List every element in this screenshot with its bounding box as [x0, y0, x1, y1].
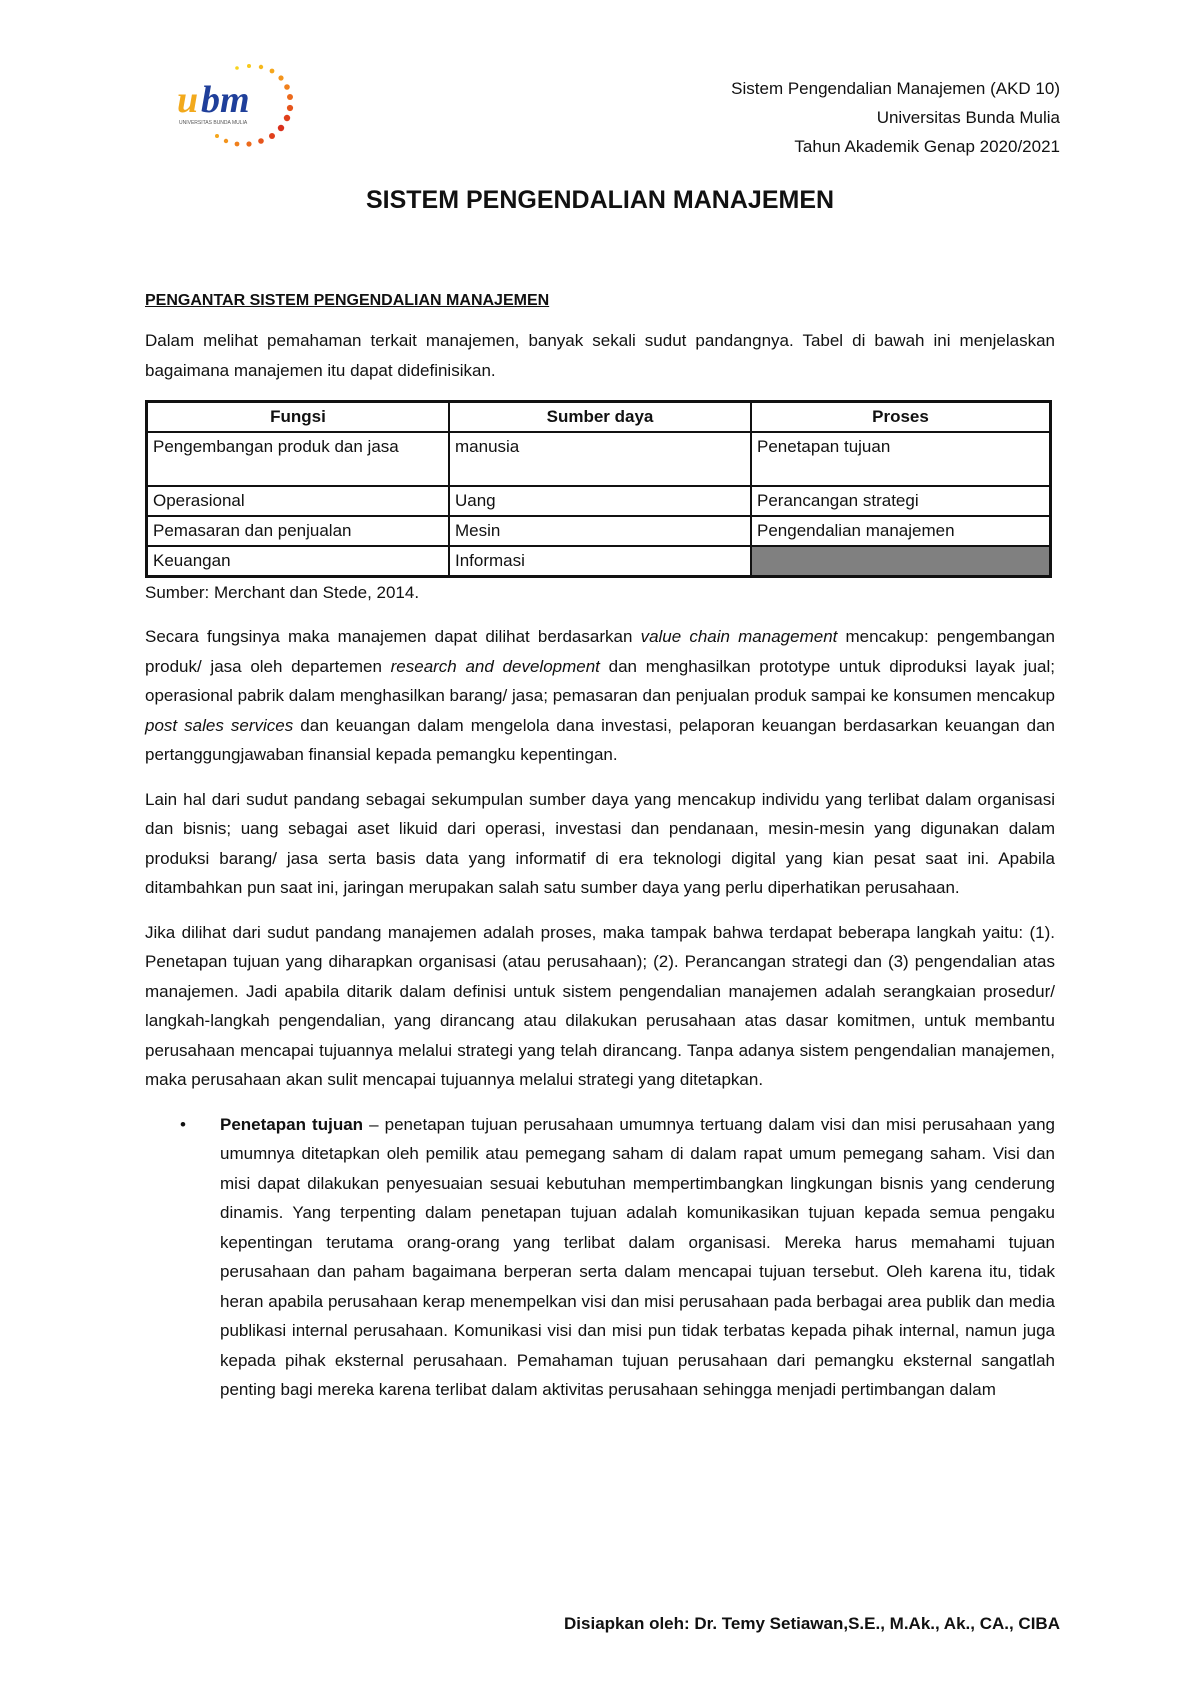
- text-span: Secara fungsinya maka manajemen dapat dilihat berdasarkan: [145, 627, 641, 646]
- logo-subtext: UNIVERSITAS BUNDA MULIA: [179, 120, 248, 126]
- table-row: [147, 432, 1051, 486]
- table-cell: Uang: [449, 486, 751, 516]
- text-span: mencakup: pengembangan produk/ jasa oleh departemen: [145, 627, 1055, 676]
- list-item: [145, 1110, 1055, 1405]
- academic-year: Tahun Akademik Genap 2020/2021: [794, 137, 1060, 156]
- shaded-empty-cell: [751, 546, 1051, 577]
- bullet-list: [145, 1110, 1055, 1405]
- page-title: SISTEM PENGENDALIAN MANAJEMEN: [365, 186, 835, 214]
- table-cell: Informasi: [449, 546, 751, 577]
- table-cell: Mesin: [449, 516, 751, 546]
- table-row: [147, 486, 1051, 516]
- paragraph-proses: Jika dilihat dari sudut pandang manajemen adalah proses, maka tampak bahwa terdapat beberapa langkah yaitu: (1). Penetapan tujuan yang diharapkan organisasi (atau perusahaan); (2). Perancangan strategi dan (3) pengendalian atas manajemen. Jadi apabila ditarik dalam definisi untuk sistem pengendalian manajemen adalah serangkaian prosedur/ langkah-langkah pengendalian, yang dirancang atau dilakukan perusahaan atas dasar komitmen, untuk membantu perusahaan mencapai tujuannya melalui strategi yang telah dirancang. Tanpa adanya sistem pengendalian manajemen, maka perusahaan akan sulit mencapai tujuannya melalui strategi yang ditetapkan.: [145, 922, 1055, 1089]
- table-row: [147, 516, 1051, 546]
- italic-term: post sales services: [145, 715, 294, 735]
- ubm-logo: [175, 60, 300, 155]
- definition-table: [145, 400, 1052, 578]
- course-name: Sistem Pengendalian Manajemen (AKD 10): [731, 79, 1060, 98]
- bullet-icon: •: [180, 1114, 186, 1134]
- footer-author: Disiapkan oleh: Dr. Temy Setiawan,S.E., M.Ak., Ak., CA., CIBA: [564, 1614, 1060, 1633]
- table-cell: Pengembangan produk dan jasa: [147, 432, 450, 486]
- column-header-sumber-daya: Sumber daya: [449, 402, 751, 433]
- university-name: Universitas Bunda Mulia: [876, 108, 1060, 127]
- italic-term: research and development: [390, 656, 600, 676]
- document-header: [731, 74, 1060, 161]
- section-heading: PENGANTAR SISTEM PENGENDALIAN MANAJEMEN: [145, 292, 550, 309]
- table-cell: Operasional: [147, 486, 450, 516]
- text-span: dan menghasilkan prototype untuk diproduksi layak jual; operasional pabrik dalam menghasilkan barang/ jasa; pemasaran dan penjualan produk sampai ke konsumen mencakup: [145, 656, 1055, 705]
- table-cell: Keuangan: [147, 546, 450, 577]
- table-cell: manusia: [449, 432, 751, 486]
- document-body: [145, 290, 1055, 1405]
- table-cell: Perancangan strategi: [751, 486, 1051, 516]
- italic-term: value chain management: [640, 627, 838, 646]
- intro-paragraph: Dalam melihat pemahaman terkait manajemen, banyak sekali sudut pandangnya. Tabel di bawah ini menjelaskan bagaimana manajemen itu dapat didefinisikan.: [145, 331, 1055, 380]
- text-span: dan keuangan dalam mengelola dana investasi, pelaporan keuangan berdasarkan keuangan dan pertanggungjawaban finansial kepada pemangku kepentingan.: [145, 715, 1055, 764]
- table-header-row: [147, 402, 1051, 433]
- table-row: [147, 546, 1051, 577]
- paragraph-fungsi: [145, 622, 1055, 770]
- table-cell: Pemasaran dan penjualan: [147, 516, 450, 546]
- table-source: Sumber: Merchant dan Stede, 2014.: [145, 583, 420, 602]
- table-cell: Penetapan tujuan: [751, 432, 1051, 486]
- bullet-term: Penetapan tujuan: [220, 1114, 364, 1134]
- logo-u: u: [177, 79, 199, 121]
- table-cell: Pengendalian manajemen: [751, 516, 1051, 546]
- column-header-fungsi: Fungsi: [147, 402, 450, 433]
- paragraph-sumber-daya: Lain hal dari sudut pandang sebagai sekumpulan sumber daya yang mencakup individu yang terlibat dalam organisasi dan bisnis; uang sebagai aset likuid dari operasi, investasi dan pendanaan, mesin-mesin yang digunakan dalam produksi barang/ jasa serta basis data yang informatif di era teknologi digital yang kian pesat saat ini. Apabila ditambahkan pun saat ini, jaringan merupakan salah satu sumber daya yang perlu diperhatikan perusahaan.: [145, 789, 1055, 897]
- logo-bm: bm: [201, 79, 250, 121]
- bullet-text: – penetapan tujuan perusahaan umumnya tertuang dalam visi dan misi perusahaan yang umumnya ditetapkan oleh pemilik atau pemegang saham di dalam rapat umum pemegang saham. Visi dan misi dapat dilakukan penyesuaian sesuai kebutuhan mempertimbangkan lingkungan bisnis yang cenderung dinamis. Yang terpenting dalam penetapan tujuan adalah komunikasikan tujuan kepada semua pengaku kepentingan terutama orang-orang yang terlibat dalam organisasi. Mereka harus memahami tujuan perusahaan dan paham bagaimana berperan serta dalam mencapai tujuan tersebut. Oleh karena itu, tidak heran apabila perusahaan kerap menempelkan visi dan misi perusahaan pada berbagai area publik dan media publikasi internal perusahaan. Komunikasi visi dan misi pun tidak terbatas kepada pihak internal, namun juga kepada pihak eksternal perusahaan. Pemahaman tujuan perusahaan dari pemangku eksternal sangatlah penting bagi mereka karena terlibat dalam aktivitas perusahaan sehingga menjadi pertimbangan dalam: [220, 1114, 1055, 1399]
- column-header-proses: Proses: [751, 402, 1051, 433]
